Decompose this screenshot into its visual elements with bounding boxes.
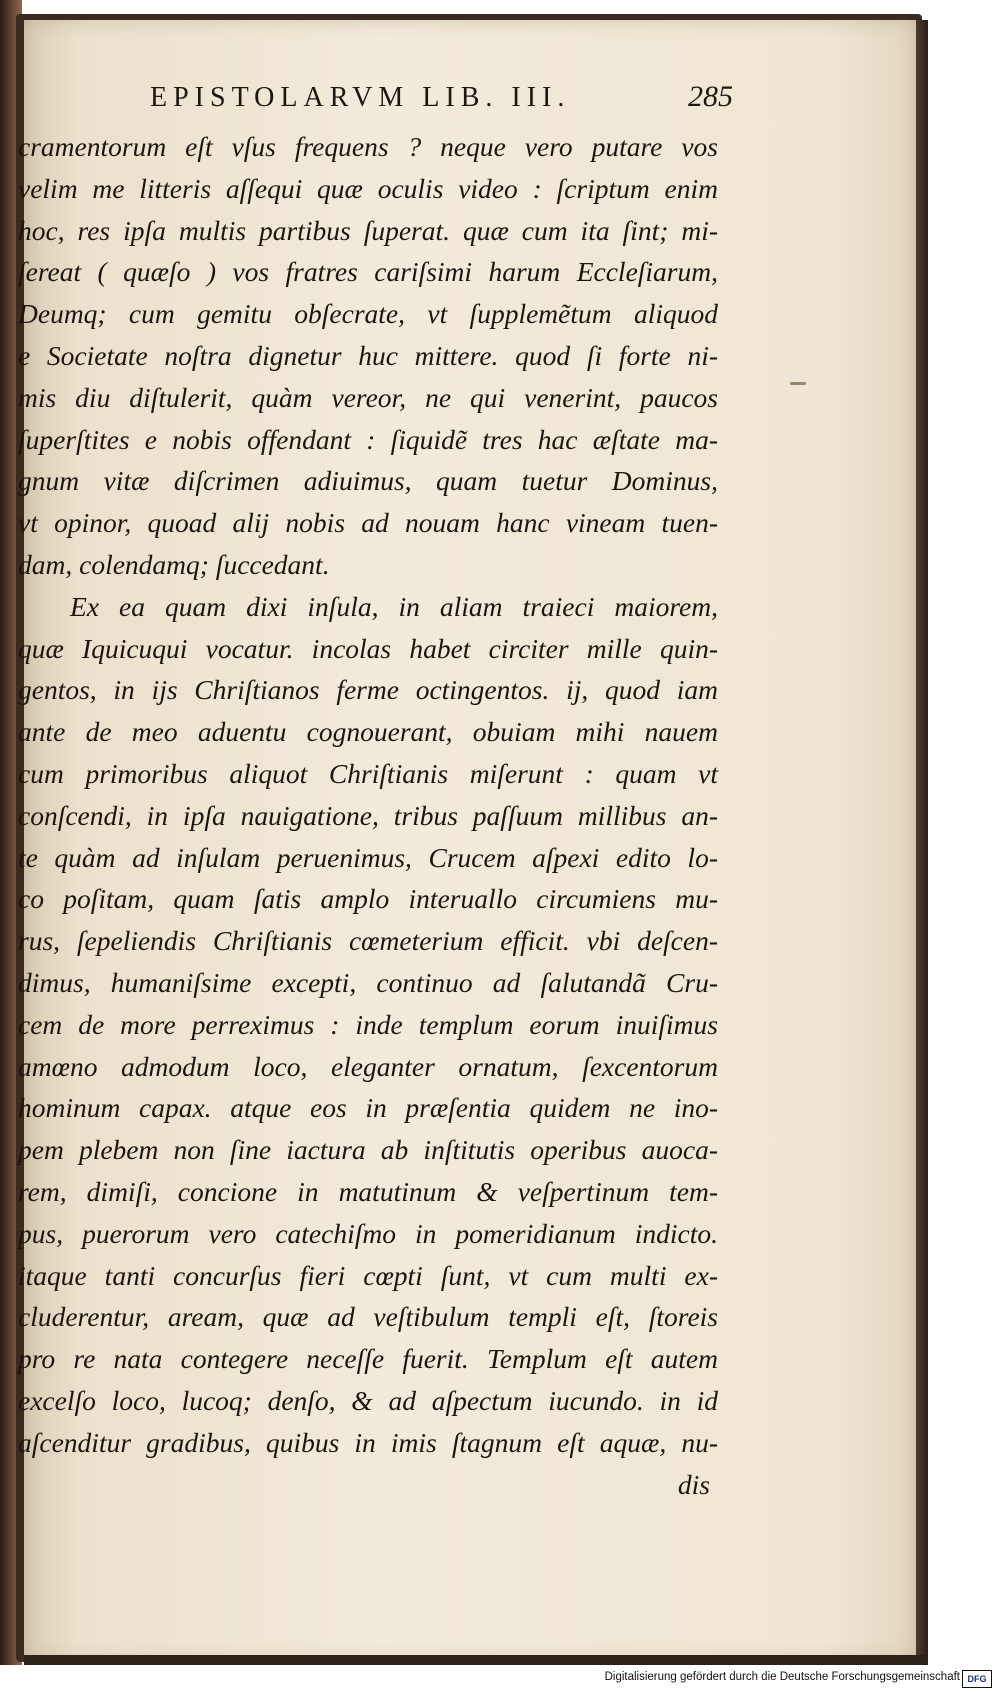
ink-blot [790, 382, 806, 385]
text-line: Deumq; cum gemitu obſecrate, vt ſupplemẽtum aliquod [18, 298, 718, 330]
text-line: te quàm ad inſulam peruenimus, Crucem aſpexi edito lo- [18, 841, 718, 873]
funding-credit: Digitalisierung gefördert durch die Deutsche Forschungsgemeinschaft [604, 1671, 960, 1683]
text-line: rus, ſepeliendis Chriſtianis cœmeterium efficit. vbi deſcen- [18, 925, 718, 957]
text-line: cem de more perreximus : inde templum eorum inuiſimus [18, 1008, 718, 1040]
text-line: ſuperſtites e nobis offendant : ſiquidẽ tres hac æſtate ma- [18, 423, 718, 455]
text-line: pro re nata contegere neceſſe fuerit. Templum eſt autem [18, 1343, 718, 1375]
text-line: velim me litteris aſſequi quæ oculis video : ſcriptum enim [18, 172, 718, 204]
text-line: gnum vitæ diſcrimen adiuimus, quam tuetur Dominus, [18, 465, 718, 497]
page-header [150, 82, 760, 126]
text-line: conſcendi, in ipſa nauigatione, tribus paſſuum millibus an- [18, 799, 718, 831]
page-bottom-edge [24, 1655, 928, 1665]
text-line-paragraph-end: dam, colendamq; ſuccedant. [18, 548, 330, 580]
dfg-logo-icon: DFG [962, 1670, 992, 1688]
text-line: vt opinor, quoad alij nobis ad nouam hanc vineam tuen- [18, 507, 718, 539]
text-line: gentos, in ijs Chriſtianos ferme octingentos. ij, quod iam [18, 674, 718, 706]
digitization-footer [0, 1667, 1000, 1692]
text-line: ſereat ( quæſo ) vos fratres cariſsimi harum Eccleſiarum, [18, 256, 718, 288]
text-line: quæ Iquicuqui vocatur. incolas habet circiter mille quin- [18, 632, 718, 664]
text-line: amœno admodum loco, eleganter ornatum, ſexcentorum [18, 1050, 718, 1082]
text-line: e Societate noſtra dignetur huc mittere. quod ſi forte ni- [18, 339, 718, 371]
text-line: cluderentur, aream, quæ ad veſtibulum templi eſt, ſtoreis [18, 1301, 718, 1333]
text-line: cramentorum eſt vſus frequens ? neque vero putare vos [18, 131, 718, 162]
text-line: itaque tanti concurſus fieri cœpti ſunt, vt cum multi ex- [18, 1259, 718, 1291]
text-line: mis diu diſtulerit, quàm vereor, ne qui venerint, paucos [18, 381, 718, 413]
text-line: aſcenditur gradibus, quibus in imis ſtagnum eſt aquæ, nu- [18, 1426, 718, 1458]
text-line: co poſitam, quam ſatis amplo interuallo circumiens mu- [18, 883, 718, 915]
text-block [18, 126, 718, 1505]
catchword: dis [677, 1468, 710, 1500]
text-line: cum primoribus aliquot Chriſtianis miſerunt : quam vt [18, 757, 718, 789]
page-right-edge [916, 20, 928, 1660]
text-line: pus, puerorum vero catechiſmo in pomeridianum indicto. [18, 1217, 718, 1249]
text-line: dimus, humaniſsime excepti, continuo ad ſalutandã Cru- [18, 966, 718, 998]
text-line-paragraph-start: Ex ea quam dixi inſula, in aliam traieci maiorem, [70, 590, 718, 622]
running-title: EPISTOLARVM LIB. III. [150, 82, 571, 113]
text-line: pem plebem non ſine iactura ab inſtitutis operibus auoca- [18, 1134, 718, 1166]
text-line: hominum capax. atque eos in præſentia quidem ne ino- [18, 1092, 718, 1124]
text-line: ante de meo aduentu cognouerant, obuiam mihi nauem [18, 716, 718, 748]
text-line: excelſo loco, lucoq; denſo, & ad aſpectum iucundo. in id [18, 1384, 718, 1416]
page-number: 285 [688, 80, 733, 113]
text-line: rem, dimiſi, concione in matutinum & veſpertinum tem- [18, 1175, 718, 1207]
text-line: hoc, res ipſa multis partibus ſuperat. quæ cum ita ſint; mi- [18, 214, 718, 246]
